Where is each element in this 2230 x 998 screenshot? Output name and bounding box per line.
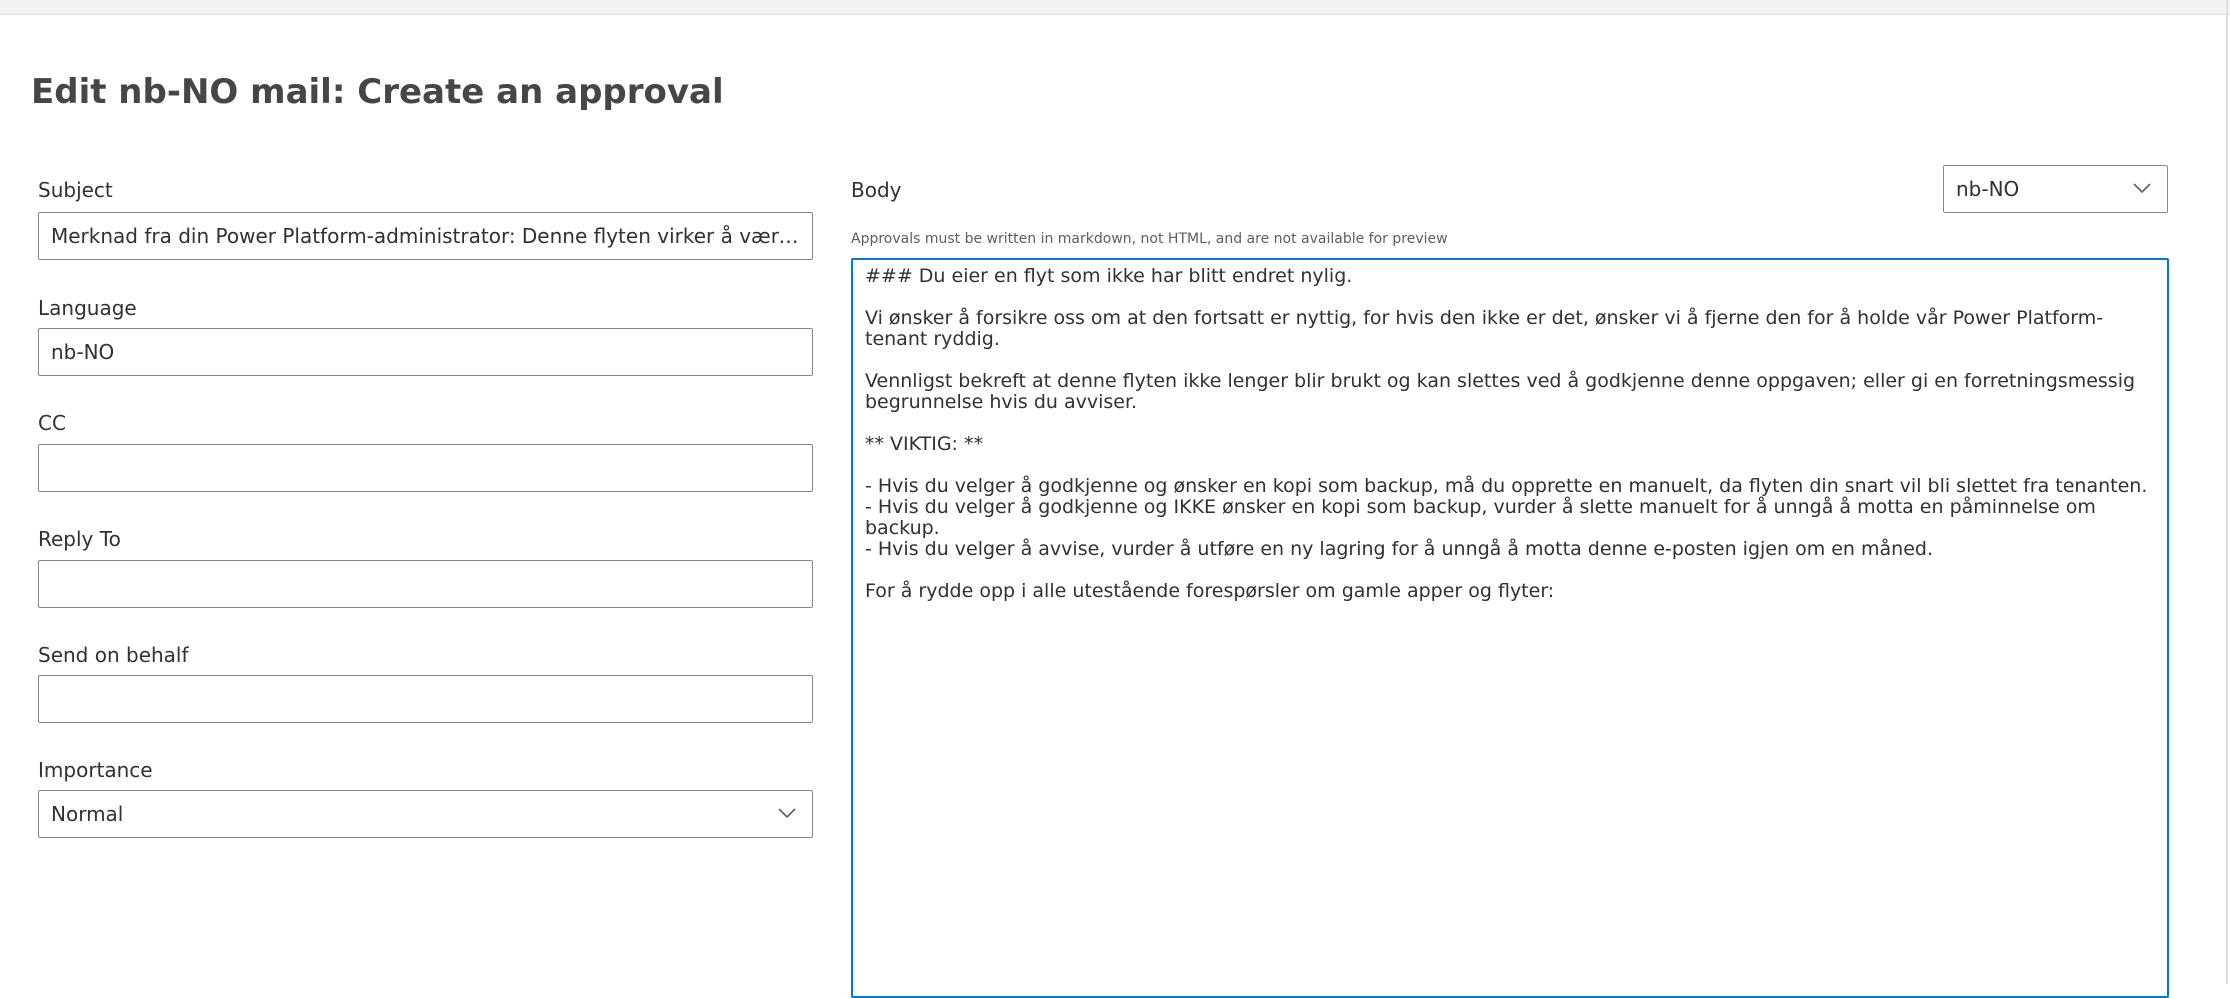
top-bar xyxy=(0,0,2230,15)
reply-to-label: Reply To xyxy=(38,527,121,551)
subject-label: Subject xyxy=(38,178,113,202)
reply-to-input[interactable] xyxy=(38,560,813,608)
page-title: Edit nb-NO mail: Create an approval xyxy=(31,72,724,112)
body-label: Body xyxy=(851,178,902,202)
body-hint: Approvals must be written in markdown, not HTML, and are not available for preview xyxy=(851,231,1448,247)
importance-select[interactable] xyxy=(38,790,813,838)
language-input[interactable] xyxy=(38,328,813,376)
send-on-behalf-label: Send on behalf xyxy=(38,643,189,667)
scrollbar[interactable] xyxy=(2226,0,2228,984)
body-language-selected-value: nb-NO xyxy=(1956,177,2020,201)
language-label: Language xyxy=(38,296,137,320)
send-on-behalf-input[interactable] xyxy=(38,675,813,723)
subject-input[interactable] xyxy=(38,212,813,260)
body-textarea[interactable] xyxy=(851,258,2169,998)
importance-selected-value: Normal xyxy=(51,802,124,826)
body-language-select[interactable] xyxy=(1943,165,2168,213)
cc-label: CC xyxy=(38,411,66,435)
chevron-down-icon xyxy=(776,802,798,824)
chevron-down-icon xyxy=(2131,177,2153,199)
cc-input[interactable] xyxy=(38,444,813,492)
importance-label: Importance xyxy=(38,758,153,782)
